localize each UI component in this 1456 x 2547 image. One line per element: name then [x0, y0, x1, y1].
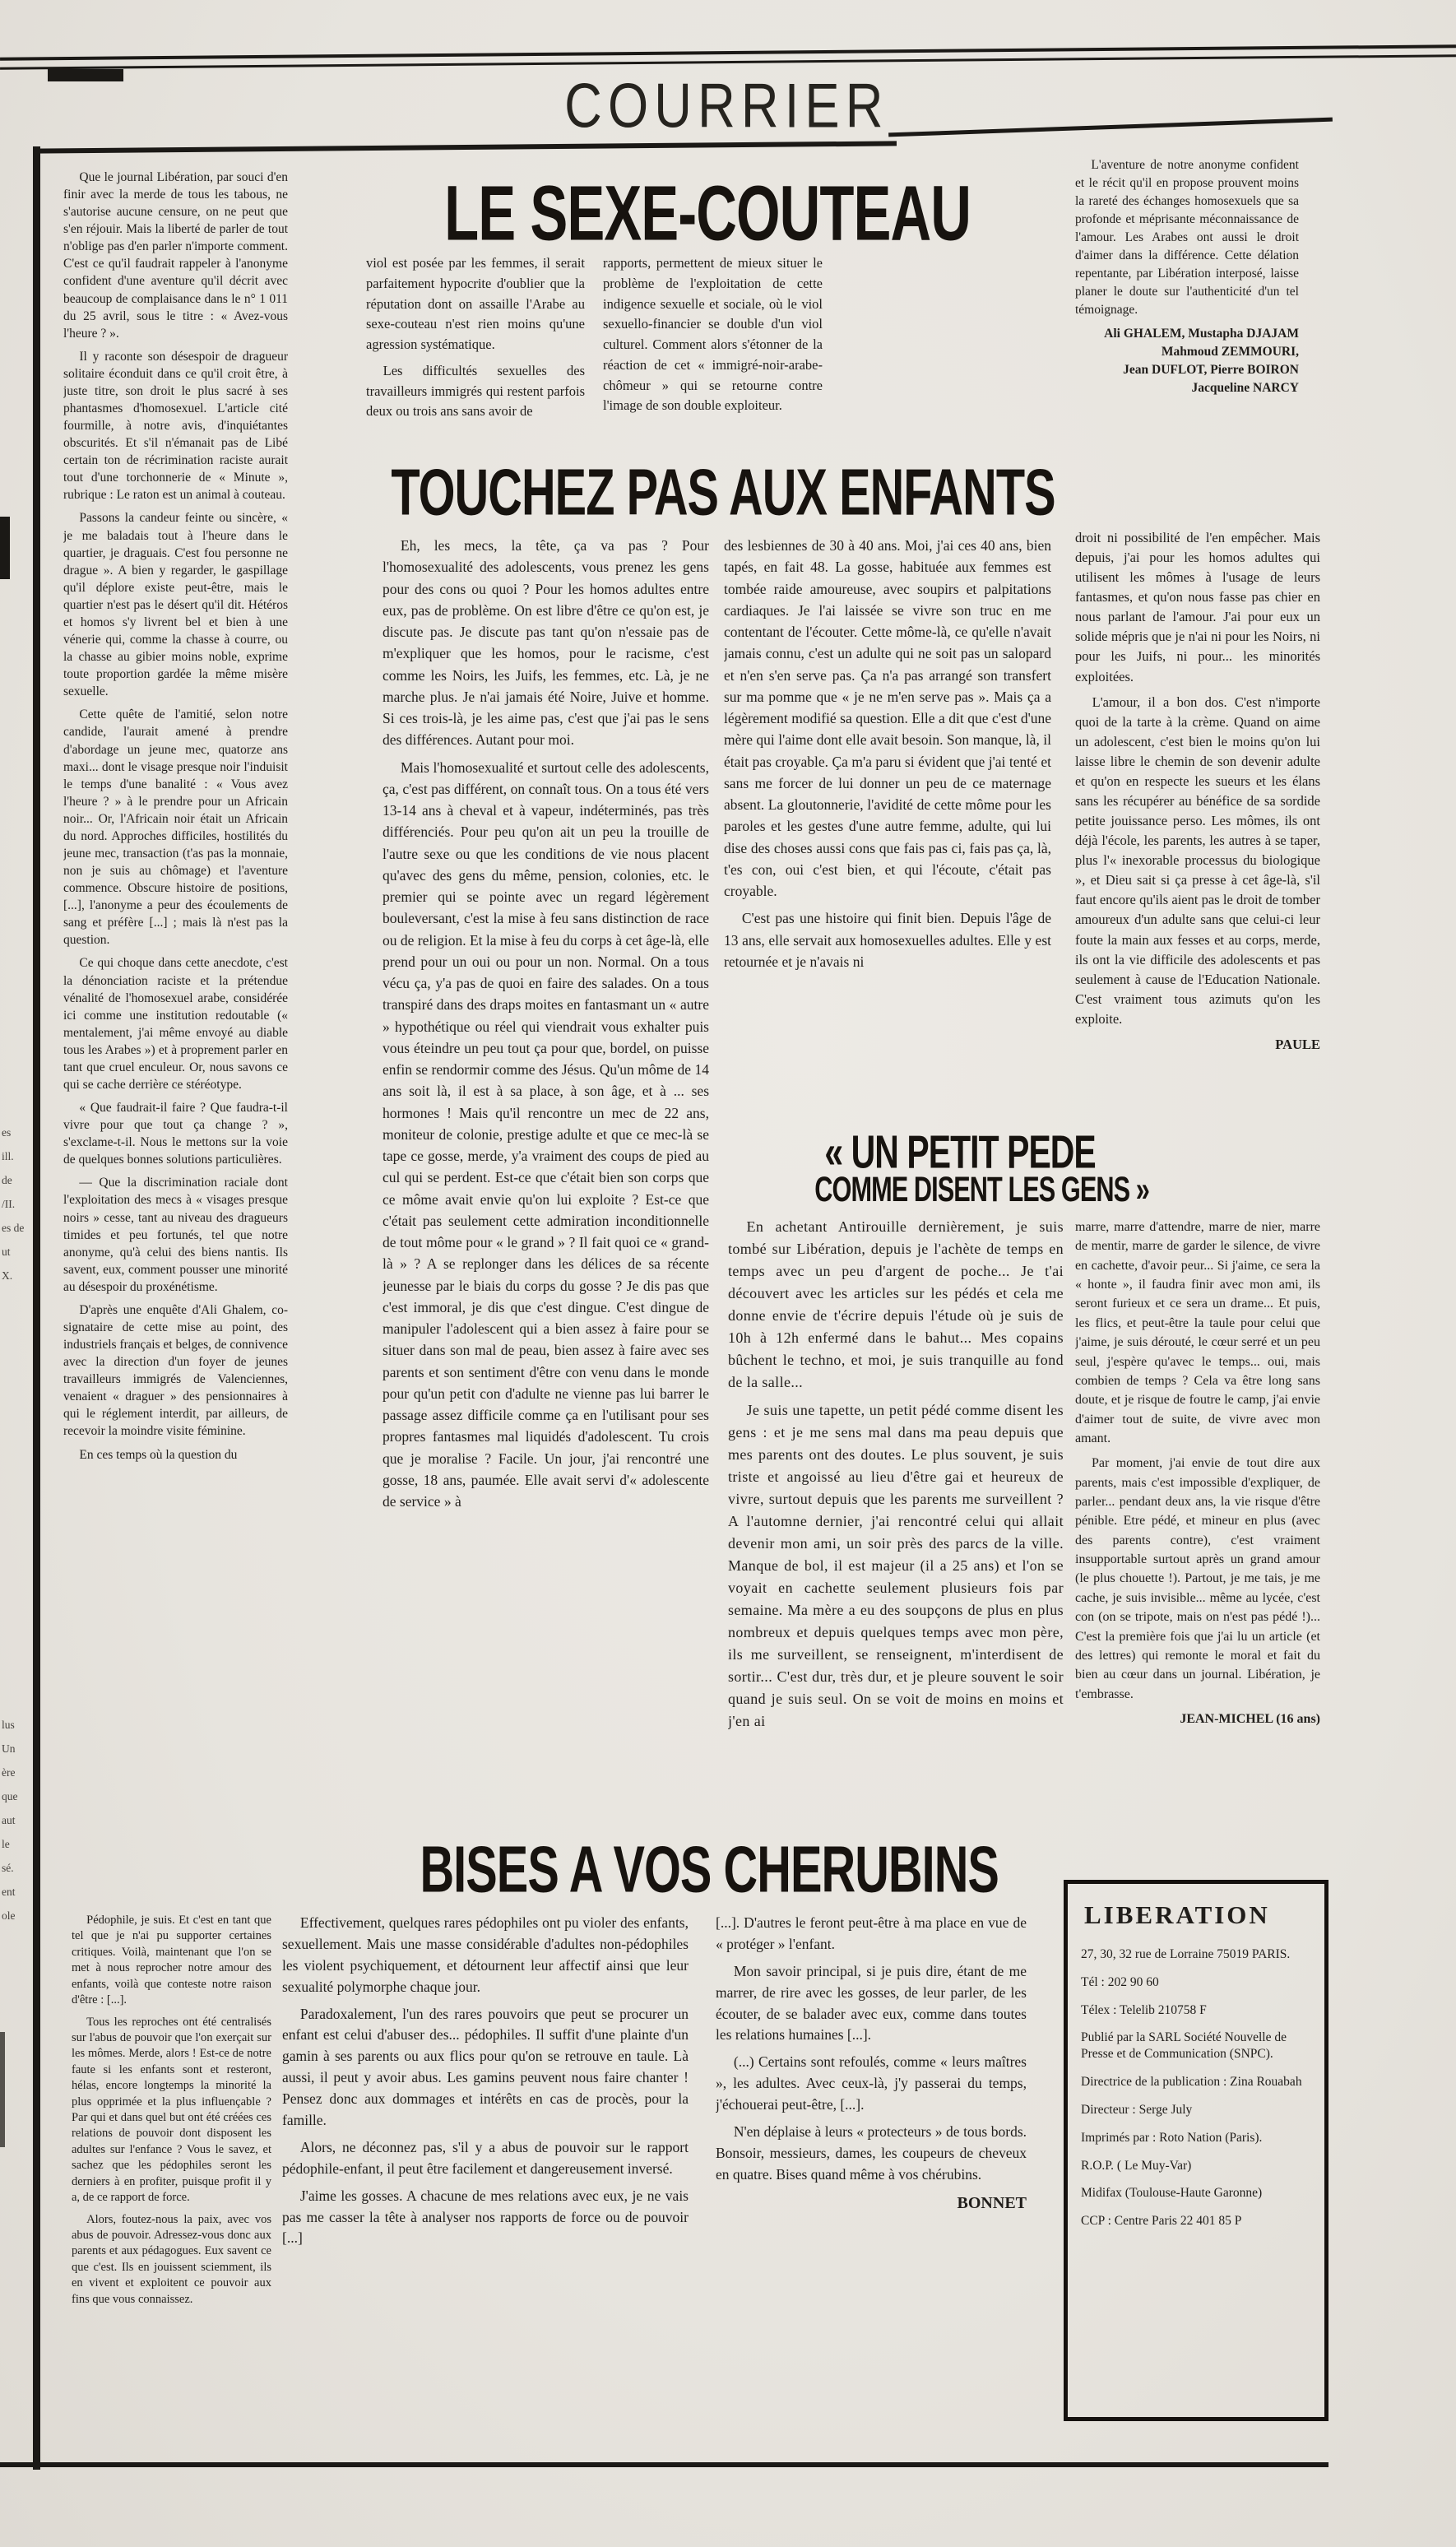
paragraph: rapports, permettent de mieux situer le problème de l'exploitation de cette indigence sexuelle et sociale, où le viol sexuello-financier se double d'un viol culturel. Comment alors s'étonner de la réaction de cet « immigré-noir-arabe-chômeur » qui se retourne contre l'image de son double exploiteur.: [603, 255, 823, 414]
paragraph: Passons la candeur feinte ou sincère, « je me baladais tout à l'heure dans le quartier, je draguais. C'est fou personne ne drague ». A bien y regarder, le gaspillage qu'il déplore existe peut-être, mais le quartier n'est pas le désert qu'il dit. Hétéros et homos s'y livrent bel et bien à une vénerie qui, comme la chasse à courre, ou la chasse au gibier moins noble, exprime toute proportion gardée la même misère sexuelle.: [63, 511, 288, 699]
paragraph: Mais l'homosexualité et surtout celle des adolescents, ça, c'est pas différent, on connaît tous. On a tous été vers 13-14 ans à cheval et à vapeur, indéterminés, pas très différenciés. Pour peu qu'on ait un peu la trouille de l'autre sexe ou que les conditions de vie nous placent qu'avec des gens du même, pension, colonies, etc. le premier qui se pointe avec un regard légèrement bouleversant, c'est la mise à feu sans distinction de race ou de religion. Et la mise à feu du corps à cet âge-là, elle prend pour un oui ou pour un non. Normal. On a tous vécu ça, y'a pas de quoi en faire des salades. On a tous transpiré dans des draps moites en fantasmant un « autre » hypothétique ou réel qui viendrait vous exhalter puis vous éteindre un peu tout ça pour que, bordel, on puisse enfin se rendormir comme des Jésus. Qu'un môme de 14 ans soit là, il est à sa place, à son âge, et à ... ses hormones ! Mais qu'il rencontre un mec de 22 ans, moniteur de colonie, prestige adulte et que ce mec-là se tape ce gosse, merde, y'a vraiment des coups de pied au cul qui se perdent. Est-ce que c'était bien son corps que ce môme avait envie qu'on lui exploite ? Est-ce que c'était pas seulement cette admiration inconditionnelle de tout môme pour « le grand » ? Il fait quoi ce « grand-là » ? A se replonger dans les délices de sa récente jeunesse par le biais du corps du gosse ? Je dis pas que c'est immoral, je dis que c'est dingue. C'est dingue de manipuler l'adolescent qui a bien assez à faire pour se situer dans son mal de peau, bien assez à faire avec ses parents et son sentiment d'être con venu dans le monde pour qu'un petit con d'adulte ne vienne pas lui barrer le passage assez difficile comme ça en l'utilisant pour ses propres fantasmes mal liquidés d'adolescent. Tu crois que je moralise ? Facile. Un jour, j'ai rencontré une gosse, 18 ans, paumée. Elle avait servi d'« adolescente de service » à: [383, 759, 709, 1510]
corner-ink-mark: [48, 69, 123, 81]
paragraph: Les difficultés sexuelles des travailleurs immigrés qui restent parfois deux ou trois ans sans avoir de: [366, 362, 585, 420]
edge-fragment: Un: [2, 1742, 16, 1755]
edge-fragment: ut: [2, 1246, 11, 1258]
edge-fragment: /II.: [2, 1198, 16, 1210]
paragraph: Effectivement, quelques rares pédophiles ont pu violer des enfants, sexuellement. Mais une masse considérable d'adultes non-pédophiles les violent psychiquement, et détournent leur affectif ainsi que leur sexualité polymorphe chaque jour.: [282, 1914, 689, 1995]
frame-top-rule: [33, 141, 897, 153]
editors-reply-column: [1075, 156, 1299, 452]
bises-column-c: [716, 1913, 1027, 2462]
signature-line: BONNET: [957, 2193, 1027, 2212]
petit-pede-column-b: [1075, 1218, 1320, 1777]
paragraph: L'amour, il a bon dos. C'est n'importe quoi de la tarte à la crème. Quand on aime un adolescent, c'est bien le moins qu'on lui laisse libre le chemin de son devenir adulte et qu'on en respecte les sueurs et les élans sans les récupérer au bénéfice de sa sordide petite jouissance perso. Les mômes, ils ont déjà l'école, les parents, les autres à se taper, plus l'« inexorable processus du biologique », et Dieu sait si ça presse à cet âge-là, s'il faut encore qu'ils aient pas le droit de tomber amoureux d'un adulte sans que celui-ci leur foute la main aux fesses et au corps, merde, ils ont la vie difficile des adolescents et pas seulement à cause de l'Education Nationale. C'est vraiment tous azimuts qu'on les exploite.: [1075, 694, 1320, 1027]
signature-line: Ali GHALEM, Mustapha DJAJAM: [1104, 327, 1299, 341]
edge-ink-smudge: [0, 2032, 5, 2147]
touchez-column-a: [383, 535, 709, 1841]
paragraph: [...]. D'autres le feront peut-être à ma place en vue de « protéger » l'enfant.: [716, 1914, 1027, 1952]
paragraph: « Que faudrait-il faire ? Que faudra-t-il vivre pour que tout ça change ? », s'exclame-t-il. Nous le mettons sur la voie de quelques bonnes solutions particulières.: [63, 1101, 288, 1167]
paragraph: viol est posée par les femmes, il serait parfaitement hypocrite d'oublier que la réputation dont on assaille l'Arabe au sexe-couteau n'est rien moins qu'une agression systématique.: [366, 255, 585, 352]
edge-fragment: le: [2, 1838, 10, 1850]
edge-ink-bar: [0, 517, 10, 579]
paragraph: Eh, les mecs, la tête, ça va pas ? Pour l'homosexualité des adolescents, vous prenez les gens pour des cons ou quoi ? Pour les homos adultes entre eux, pas de problème. On est libre d'être ce qu'on est, je discute pas. Je discute pas tant qu'on n'essaie pas de m'expliquer que les homos, pour le racisme, c'est comme les Noirs, les Juifs, les femmes, etc. Là, je ne marche plus. Je n'ai jamais été Noire, Juive et homme. Si ces trois-là, je les aime pas, c'est que j'ai pas le sens des différences. Autant pour moi.: [383, 537, 709, 749]
paragraph: Alors, ne déconnez pas, s'il y a abus de pouvoir sur le rapport pédophile-enfant, il peut être facilement et dangereusement inversé.: [282, 2138, 689, 2177]
paragraph: D'après une enquête d'Ali Ghalem, co-signataire de cette mise au point, des industriels français et belges, de connivence avec la direction d'un foyer de jeunes travailleurs immigrés de Valenciennes, venaient « draguer » des pensionnaires à qui le réglement interdit, par ailleurs, de recevoir la moindre visite féminine.: [63, 1302, 288, 1439]
liberation-box-line: CCP : Centre Paris 22 401 85 P: [1081, 2214, 1242, 2229]
petit-pede-headline-line2: COMME DISENT LES GENS »: [814, 1169, 1149, 1209]
paragraph: Cette quête de l'amitié, selon notre candide, l'aurait amené à prendre d'abordage un jeune mec, quatorze ans maxi... dont le visage presque noir l'induisit le temps d'une banalité : « Vous avez l'heure ? » à le prendre pour un Africain noir... Or, l'Africain noir était un Africain du nord. Approches difficiles, hostilités du jeune mec, transaction (t'as pas la monnaie, non je suis au chômage) et l'aventure commence. Obscure histoire de positions, [...], l'anonyme a peur des écoulements de sang et préfère [...] ; mais là n'est pas la question.: [63, 708, 288, 948]
paragraph: Par moment, j'ai envie de tout dire aux parents, mais c'est impossible d'expliquer, de parler... pendant deux ans, la vie risque d'être pénible. Etre pédé, et mineur en plus (avec des parents contre), c'est vraiment insupportable surtout après un grand amour (le plus chouette !). Partout, je me tais, je me cache, je suis invisible... même au lycée, c'est con (on se tripote, mais on n'est pas pédé !)... C'est la première fois que j'ai lu un article (et des lettres) qui remonte le moral et fait du bien au cœur dans un journal. Libération, je t'embrasse.: [1075, 1456, 1320, 1701]
bises-column-b: [282, 1913, 689, 2446]
paragraph: marre, marre d'attendre, marre de nier, marre de mentir, marre de garder le silence, de vivre en cachette, d'avoir peur... Si j'aime, ce sera la « honte », il faudra finir avec mon ami, ils seront furieux et ce sera un drame... Et puis, les flics, et peut-être la taule pour celui que j'aime, je suis dérouté, le cœur serré et un peu seul, j'espère qu'avec le temps... oui, mais combien de temps ? Cela va être long sans doute, et je risque de foutre le camp, j'ai envie d'aimer tout de suite, de vivre avec mon amant.: [1075, 1220, 1320, 1445]
paragraph: Il y raconte son désespoir de dragueur solitaire éconduit dans ce qu'il croit être, à juste titre, son droit le plus sacré à ses phantasmes d'homosexuel. L'article cité fourmille, à notre avis, d'inquiétantes obscurités. Et s'il n'émanait pas de Libé certain ton de récrimination raciste aurait tout d'une torchonnerie de « Minute », rubrique : Le raton est un animal à couteau.: [63, 349, 288, 503]
touchez-column-c: [1075, 528, 1320, 1109]
paragraph: (...) Certains sont refoulés, comme « leurs maîtres », les adultes. Avec ceux-là, j'y passerai du temps, j'échouerai peut-être, [...].: [716, 2053, 1027, 2113]
liberation-box-line: Télex : Telelib 210758 F: [1081, 2002, 1207, 2017]
paragraph: Que le journal Libération, par souci d'en finir avec la merde de tous les tabous, ne s'autorise aucune censure, on ne peut que s'en réjouir. Mais la liberté de parler de tout n'oblige pas d'en parler n'importe comment. C'est ce qu'il faudrait rappeler à l'anonyme confident d'une aventure qu'il décrit avec beaucoup de complaisance dans le n° 1 011 du 25 avril, sous le titre : « Avez-vous l'heure ? ».: [63, 170, 288, 341]
paragraph: des lesbiennes de 30 à 40 ans. Moi, j'ai ces 40 ans, bien tapés, en fait 48. La gosse, habituée aux femmes est tombée raide amoureuse, avec soupirs et palpitations cardiaques. Je l'ai laissée se vivre son truc en me contentant de l'écouter. Cette môme-là, ce qu'elle n'avait jamais connu, c'est un adulte qui ne soit pas un salopard et n'en s'en serve pas. Ça n'a pas arrangé son transfert sur ma pomme que « je ne m'en serve pas ». Mais ça a légèrement modifié sa question. Elle a dit que c'est d'une mère qui l'aime dont elle avait besoin. Son manque, là, il était pas croyable. Ça m'a paru si évident que j'ai tenté et sans me forcer de lui donner un peu de ce maternage absent. La gloutonnerie, l'avidité de cette môme pour les paroles et les gestes d'une autre femme, adulte, qui lui dise des choses aussi cons que fais pas ci, fais pas ça, là, t'es con, oui c'est bien, et qui l'écoute, c'était pas croyable.: [724, 537, 1051, 899]
sexe-couteau-headline: [366, 169, 1049, 257]
paragraph: Tous les reproches ont été centralisés sur l'abus de pouvoir que l'on exerçait sur les mômes. Merde, alors ! Est-ce de notre faute si les enfants sont et resteront, hélas, encore longtemps la minorité la plus opprimée et la plus influençable ? Par qui et dans quel but ont été créées ces relations de pouvoir dont disposent les adultes sur l'enfance ? Vous le savez, et sachez que les pédophiles seront les derniers à en profiter, puisque profit il y a, de ce rapport de force.: [72, 2015, 271, 2205]
touchez-column-b: [724, 535, 1051, 1145]
bises-headline: [362, 1833, 1057, 1907]
signature-line: Jean DUFLOT, Pierre BOIRON: [1123, 363, 1299, 377]
paragraph: Je suis une tapette, un petit pédé comme disent les gens : et je me sens mal dans ma peau depuis que mes parents ont des doutes. Le plus souvent, je suis triste et angoissé au lieu d'être gai et heureux de vivre, surtout depuis que les parents me surveillent ? A l'automne dernier, j'ai rencontré celui qui allait devenir mon ami, un soir près des parcs de la ville. Manque de bol, il est majeur (il a 25 ans) et l'on se voyait en cachette seulement plusieurs fois par semaine. Ma mère a eu des soupçons de plus en plus nombreux et depuis quelques temps avec mon père, ils me surveillent, se renseignent, m'interdisent de sortir... C'est dur, très dur, et je pleure souvent le soir quand je suis seul. On se voit de moins en moins et j'en ai: [728, 1402, 1064, 1729]
signature-line: JEAN-MICHEL (16 ans): [1180, 1711, 1320, 1726]
masthead-text: COURRIER: [564, 72, 889, 142]
edge-fragments-lower: [2, 1713, 26, 1928]
edge-fragment: ère: [2, 1766, 16, 1779]
edge-fragment: ole: [2, 1909, 16, 1922]
paragraph: Mon savoir principal, si je puis dire, étant de me marrer, de rire avec les gosses, de leur parler, de les écouter, de se balader avec eux, comme dans toutes les relations humaines [...].: [716, 1962, 1027, 2044]
liberation-box-line: 27, 30, 32 rue de Lorraine 75019 PARIS.: [1081, 1947, 1291, 1961]
liberation-box-line: Directeur : Serge July: [1081, 2102, 1193, 2117]
intro-letter-column: [63, 169, 288, 1839]
paragraph: C'est pas une histoire qui finit bien. Depuis l'âge de 13 ans, elle servait aux homosexuelles adultes. Elle y est retournée et je n'avais ni: [724, 910, 1051, 970]
liberation-info-box: [1064, 1880, 1328, 2421]
sexe-couteau-headline-text: LE SEXE-COUTEAU: [444, 169, 971, 257]
frame-top-right-rule: [888, 118, 1333, 137]
paragraph: Alors, foutez-nous la paix, avec vos abus de pouvoir. Adressez-vous donc aux parents et aux pédagogues. Eux savent ce que c'est. Ils en jouissent sciemment, ils en vivent et exploitent ce pouvoir aux fins que vous connaissez.: [72, 2212, 271, 2306]
paragraph: J'aime les gosses. A chacune de mes relations avec eux, je ne vais pas me casser la tête à analyser nos rapports de force ou de pouvoir [...]: [282, 2187, 689, 2247]
frame-bottom-rule: [0, 2462, 1328, 2467]
paragraph: En ces temps où la question du: [79, 1447, 238, 1462]
petit-pede-headline: [802, 1126, 1149, 1209]
bises-headline-text: BISES A VOS CHERUBINS: [420, 1833, 999, 1907]
petit-pede-column-a: [728, 1216, 1064, 1840]
paragraph: — Que la discrimination raciale dont l'exploitation des mecs à « visages presque noirs » cesse, tant au niveau des dragueurs timides et peu fortunés, tel que notre anonyme, qu'à celui des biens nantis. Ils savent, eux, comment pousser une minorité au désespoir du proxénétisme.: [63, 1176, 288, 1294]
liberation-box-line: Tél : 202 90 60: [1081, 1974, 1159, 1989]
edge-fragment: es: [2, 1126, 12, 1139]
liberation-box-line: Directrice de la publication : Zina Rouabah: [1081, 2075, 1302, 2090]
signature-line: PAULE: [1275, 1036, 1320, 1052]
signature-line: Jacqueline NARCY: [1191, 381, 1299, 395]
paragraph: droit ni possibilité de l'en empêcher. Mais depuis, j'ai pour les homos adultes qui utilisent les mômes à l'usage de leurs fantasmes, et qu'on nous fasse pas chier en nous parlant de l'amour. J'ai pour eux un solide mépris que je n'ai ni pour les Noirs, ni pour les Juifs, ni pour... les minorités exploitées.: [1075, 530, 1320, 684]
paragraph: L'aventure de notre anonyme confident et le récit qu'il en propose prouvent moins la rareté des échanges homosexuels que sa profonde et méprisante méconnaissance de l'amour. Les Arabes ont aussi le droit d'aimer dans la différence. Cette délation repentante, par Libération interposé, laisse planer le doute sur l'authenticité d'un tel témoignage.: [1075, 158, 1299, 317]
edge-fragment: es de: [2, 1222, 25, 1234]
edge-fragment: aut: [2, 1814, 16, 1826]
paragraph: En achetant Antirouille dernièrement, je suis tombé sur Libération, depuis je l'achète de temps en temps avec un peu d'argent de poche... Je t'ai découvert avec les articles sur les pédés et cela me donne envie de t'écrire depuis l'étude où je suis de 10h à 12h enfermé dans le bahut... Mes copains bûchent le techno, et moi, je suis tranquille au fond de la salle...: [728, 1218, 1064, 1390]
frame-left-border: [33, 146, 40, 2470]
touchez-headline-text: TOUCHEZ PAS AUX ENFANTS: [391, 456, 1055, 530]
edge-fragment: que: [2, 1790, 18, 1802]
liberation-box-line: Imprimés par : Roto Nation (Paris).: [1081, 2130, 1263, 2145]
liberation-box-line: R.O.P. ( Le Muy-Var): [1081, 2158, 1192, 2173]
edge-fragment: ill.: [2, 1150, 14, 1162]
edge-fragments-upper: [2, 1120, 26, 1287]
paragraph: Ce qui choque dans cette anecdote, c'est la dénonciation raciste et la prétendue vénalité de l'homosexuel arabe, considérée ici comme une institution redoutable (« mentalement, j'ai même envoyé au diable tous les Arabes ») et à proprement parler en tant que cruel enculeur. Or, nous savons ce qui se cache derrière ce stéréotype.: [63, 956, 288, 1092]
liberation-box-line: Midifax (Toulouse-Haute Garonne): [1081, 2186, 1263, 2201]
edge-fragment: de: [2, 1174, 12, 1186]
masthead: [564, 71, 889, 142]
signature-line: Mahmoud ZEMMOURI,: [1161, 345, 1299, 359]
touchez-headline: [366, 456, 1055, 530]
liberation-box-title: LIBERATION: [1084, 1900, 1270, 1929]
petit-pede-headline-line1: « UN PETIT PEDE: [824, 1126, 1097, 1179]
paragraph: N'en déplaise à leurs « protecteurs » de tous bords. Bonsoir, messieurs, dames, les coupeurs de cheveux en quatre. Bises quand même à vos chérubins.: [716, 2123, 1027, 2183]
edge-fragment: lus: [2, 1719, 15, 1731]
paragraph: Pédophile, je suis. Et c'est en tant que tel que je n'ai pu supporter certaines critiques. Voilà, maintenant que l'on se met à nous reprocher notre amour des enfants, voilà que conteste notre raison d'être : [...].: [72, 1914, 271, 2007]
edge-fragment: X.: [2, 1269, 13, 1282]
paragraph: Paradoxalement, l'un des rares pouvoirs que peut se procurer un enfant est celui d'abuser des... pédophiles. Il suffit d'une plainte d'un gamin à ses parents ou aux flics pour qu'on se retrouve en taule. Là aussi, il peut y avoir abus. Les gamins peuvent nous faire chanter ! Pensez donc aux dommages et intérêts en cas de procès, pour la famille.: [282, 2005, 689, 2129]
edge-fragment: ent: [2, 1886, 16, 1898]
liberation-box-line: Publié par la SARL Société Nouvelle de Presse et de Communication (SNPC).: [1081, 2030, 1287, 2062]
edge-fragment: sé.: [2, 1862, 14, 1874]
bises-column-a: [72, 1913, 271, 2406]
